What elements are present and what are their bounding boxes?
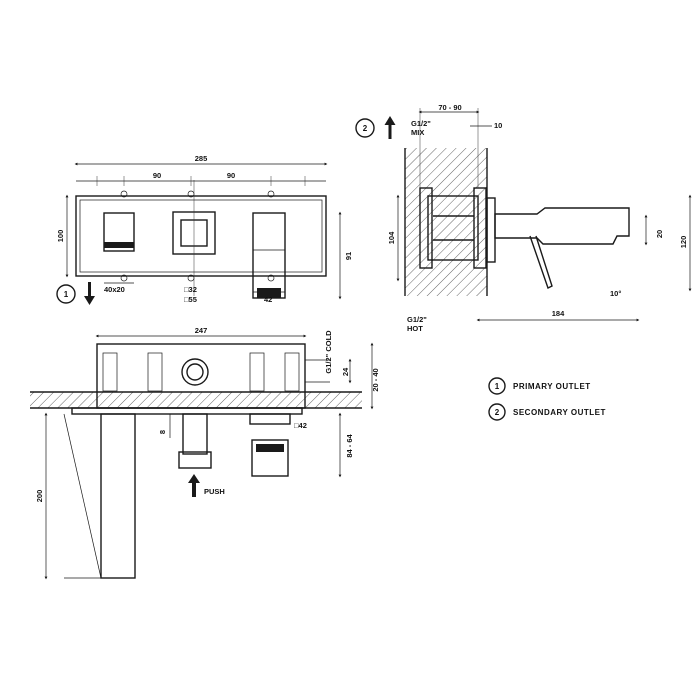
dim-button-depth: 8 [158,429,167,435]
dim-wall-depth: 20 - 40 [371,368,380,392]
dim-spout-tip: 20 [655,229,664,239]
front-plate-inner [80,200,322,272]
label-hot-inlet-2: HOT [407,324,423,333]
dim-lever-offset: 84 - 64 [345,434,354,458]
section-spout [101,414,135,578]
label-hot-inlet-1: G1/2" [407,315,427,324]
inlet-ring-outer [182,359,208,385]
dim-height-total: 120 [679,235,688,249]
arrow-down-icon [84,282,95,305]
side-view [356,103,690,333]
legend-item-1-label: PRIMARY OUTLET [513,382,591,391]
dim-spacing-right: 90 [226,171,236,180]
wall-hatch [30,392,362,408]
section-view [30,326,380,578]
dim-width-total: 285 [194,154,208,163]
label-mix-inlet-1: G1/2" [411,119,431,128]
dim-lever-size: □42 [294,421,307,430]
dim-depth-range: 70 - 90 [438,103,462,112]
front-view [56,154,353,305]
inlet-ring-inner [187,364,203,380]
arrow-up-icon [385,116,396,139]
front-lever [253,213,285,298]
dim-flange: 10 [494,121,503,130]
side-wall-hatch [405,148,487,296]
dim-reach: 184 [551,309,565,318]
dim-knob-inner: □32 [184,285,197,294]
front-plate-section [72,408,302,414]
dim-spout-height: 200 [35,489,44,503]
arrow-up-push-icon [188,474,200,497]
side-spout [495,208,629,244]
label-cold-inlet: G1/2" COLD [324,330,333,374]
legend [489,378,606,420]
label-mix-inlet-2: MIX [411,128,425,137]
dim-height-lever: 91 [344,251,353,261]
dim-inlet-offset: 24 [341,367,350,377]
legend-item-2-label: SECONDARY OUTLET [513,408,606,417]
dim-lever-width: 42 [264,295,273,304]
dim-height-body: 104 [387,231,396,245]
marker-2-number: 2 [362,124,368,133]
push-button-stem [183,414,207,454]
dim-knob-outer: □55 [184,295,197,304]
push-label: PUSH [204,487,225,496]
dim-height-plate: 100 [56,229,65,243]
dim-spacing-left: 90 [152,171,162,180]
plate-bosses [121,191,274,281]
legend-item-1-number: 1 [494,382,500,391]
marker-1-number: 1 [63,290,69,299]
front-spout-outlet [104,242,134,248]
dim-angle: 10° [610,289,622,298]
legend-item-2-number: 2 [494,408,500,417]
dim-width-box: 247 [194,326,208,335]
front-plate [76,196,326,276]
dim-spout-size: 40x20 [104,285,125,294]
